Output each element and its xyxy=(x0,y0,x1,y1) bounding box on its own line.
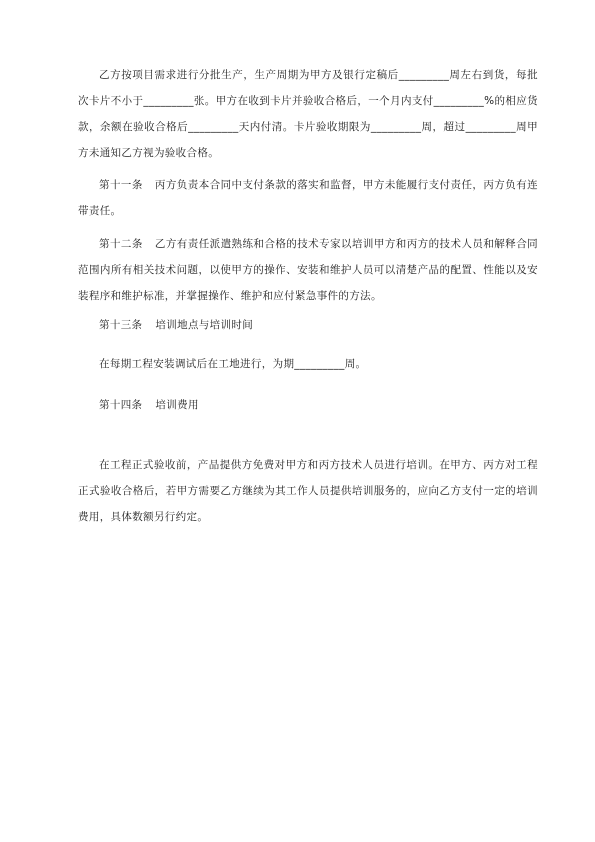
article-12-text: 乙方有责任派遣熟练和合格的技术专家以培训甲方和丙方的技术人员和解释合同范围内所有相关技术问题，以使甲方的操作、安装和维护人员可以清楚产品的配置、性能以及安装程序和维护标准，并掌握操作、维护和应付紧急事件的方法。 xyxy=(78,238,538,302)
training-fee-paragraph: 在工程正式验收前，产品提供方免费对甲方和丙方技术人员进行培训。在甲方、丙方对工程正式验收合格后，若甲方需要乙方继续为其工作人员提供培训服务的，应向乙方支付一定的培训费用，具体数额另行约定。 xyxy=(78,459,538,523)
article-11-paragraph xyxy=(78,172,538,224)
article-11-number: 第十一条 xyxy=(99,179,143,191)
article-14-heading xyxy=(99,392,199,418)
article-13-number: 第十三条 xyxy=(99,319,143,331)
paragraph-production-schedule: 乙方按项目需求进行分批生产，生产周期为甲方及银行定稿后_________周左右到货，每批次卡片不小于_________张。甲方在收到卡片并验收合格后，一个月内支付_________%的相应货款，余额在验收合格后_________天内付清。卡片验收期限为_________周，超过_________周甲方未通知乙方视为验收合格。 xyxy=(78,69,538,159)
article-12-paragraph xyxy=(78,231,538,309)
article-14-title: 培训费用 xyxy=(155,399,199,411)
training-period-paragraph: 在每期工程安装调试后在工地进行，为期_________周。 xyxy=(99,358,367,370)
article-11-text: 丙方负责本合同中支付条款的落实和监督，甲方未能履行支付责任，丙方负有连带责任。 xyxy=(78,179,538,217)
article-13-title: 培训地点与培训时间 xyxy=(155,319,254,331)
article-14-number: 第十四条 xyxy=(99,399,143,411)
article-13-heading xyxy=(99,312,253,338)
article-12-number: 第十二条 xyxy=(99,238,143,250)
